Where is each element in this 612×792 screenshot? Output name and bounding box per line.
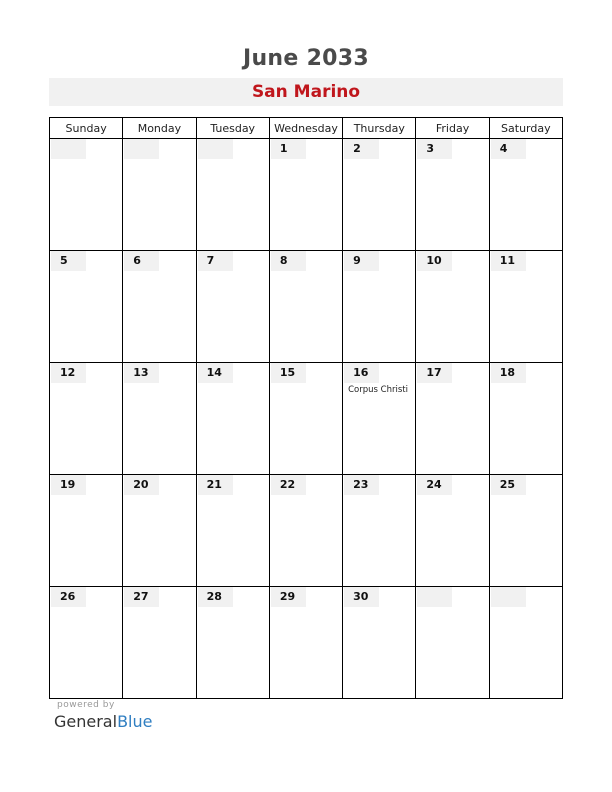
day-cell[interactable] <box>123 363 196 475</box>
day-number <box>491 587 526 607</box>
day-number: 16 <box>344 363 379 383</box>
day-cell[interactable] <box>416 363 489 475</box>
day-cell[interactable] <box>196 251 269 363</box>
brand-logo[interactable] <box>54 712 152 731</box>
day-number: 1 <box>271 139 306 159</box>
day-cell[interactable] <box>343 587 416 699</box>
day-number <box>417 587 452 607</box>
day-number: 9 <box>344 251 379 271</box>
day-cell[interactable] <box>489 363 562 475</box>
day-cell[interactable] <box>489 139 562 251</box>
day-cell[interactable] <box>50 251 123 363</box>
day-number: 3 <box>417 139 452 159</box>
day-number: 8 <box>271 251 306 271</box>
weekday-header: Monday <box>123 118 196 139</box>
day-cell[interactable] <box>269 251 342 363</box>
day-number: 7 <box>198 251 233 271</box>
day-cell[interactable] <box>50 139 123 251</box>
day-cell[interactable] <box>196 363 269 475</box>
day-cell[interactable] <box>196 475 269 587</box>
day-number: 22 <box>271 475 306 495</box>
day-number: 12 <box>51 363 86 383</box>
day-cell[interactable] <box>489 251 562 363</box>
day-number: 23 <box>344 475 379 495</box>
weekday-header: Tuesday <box>196 118 269 139</box>
day-cell[interactable] <box>196 587 269 699</box>
day-cell[interactable] <box>269 475 342 587</box>
day-cell[interactable] <box>489 587 562 699</box>
day-number: 24 <box>417 475 452 495</box>
day-cell[interactable] <box>269 363 342 475</box>
day-number: 4 <box>491 139 526 159</box>
weekday-header: Thursday <box>343 118 416 139</box>
week-row <box>50 587 563 699</box>
week-row <box>50 363 563 475</box>
day-number: 21 <box>198 475 233 495</box>
day-number: 11 <box>491 251 526 271</box>
day-number: 2 <box>344 139 379 159</box>
holiday-label: Corpus Christi <box>348 385 408 395</box>
day-number: 27 <box>124 587 159 607</box>
day-number <box>198 139 233 159</box>
weekday-header: Saturday <box>489 118 562 139</box>
day-cell[interactable] <box>343 251 416 363</box>
day-number: 14 <box>198 363 233 383</box>
day-number: 10 <box>417 251 452 271</box>
day-number: 18 <box>491 363 526 383</box>
day-cell[interactable] <box>343 139 416 251</box>
day-number: 15 <box>271 363 306 383</box>
day-number: 26 <box>51 587 86 607</box>
day-number: 6 <box>124 251 159 271</box>
day-cell[interactable] <box>489 475 562 587</box>
day-cell[interactable] <box>123 587 196 699</box>
day-number: 28 <box>198 587 233 607</box>
week-row <box>50 139 563 251</box>
day-cell[interactable] <box>416 251 489 363</box>
day-number: 29 <box>271 587 306 607</box>
day-number <box>51 139 86 159</box>
weekday-header: Sunday <box>50 118 123 139</box>
week-row <box>50 475 563 587</box>
day-cell[interactable] <box>123 475 196 587</box>
day-cell[interactable] <box>269 139 342 251</box>
day-cell[interactable] <box>123 139 196 251</box>
day-cell[interactable] <box>50 363 123 475</box>
day-number: 5 <box>51 251 86 271</box>
day-number: 17 <box>417 363 452 383</box>
calendar-grid <box>49 117 563 699</box>
week-row <box>50 251 563 363</box>
day-cell[interactable] <box>269 587 342 699</box>
page-title: June 2033 <box>242 46 370 71</box>
day-cell[interactable] <box>50 475 123 587</box>
brand-name-general: General <box>54 712 118 731</box>
day-cell[interactable] <box>343 475 416 587</box>
day-number <box>124 139 159 159</box>
day-cell[interactable] <box>416 139 489 251</box>
day-cell[interactable] <box>123 251 196 363</box>
weekday-header: Wednesday <box>269 118 342 139</box>
day-cell[interactable] <box>196 139 269 251</box>
brand-name-blue: Blue <box>117 712 153 731</box>
day-number: 25 <box>491 475 526 495</box>
day-number: 19 <box>51 475 86 495</box>
day-cell[interactable] <box>416 475 489 587</box>
weekday-header: Friday <box>416 118 489 139</box>
country-name: San Marino <box>49 78 563 106</box>
powered-by-label: powered by <box>57 700 115 710</box>
day-cell[interactable] <box>343 363 416 475</box>
day-number: 13 <box>124 363 159 383</box>
weekday-header-row <box>50 118 563 139</box>
day-number: 30 <box>344 587 379 607</box>
day-cell[interactable] <box>416 587 489 699</box>
day-number: 20 <box>124 475 159 495</box>
day-cell[interactable] <box>50 587 123 699</box>
